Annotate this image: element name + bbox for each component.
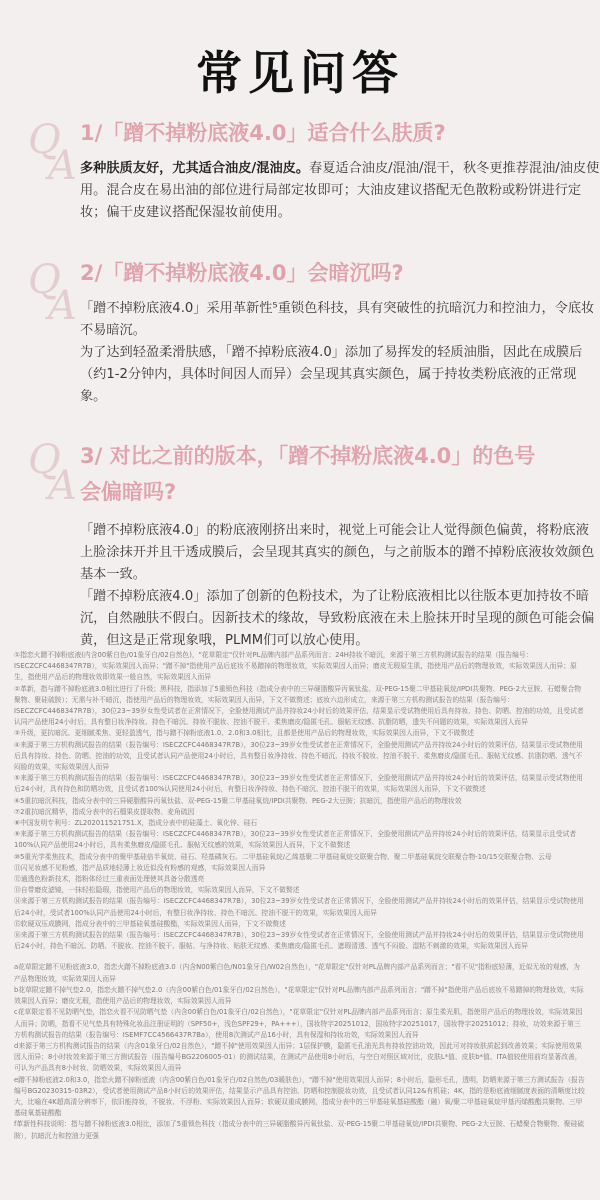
footnotes-group-2 — [14, 962, 586, 1141]
page-title: 常见问答 — [196, 45, 404, 100]
qa-deco-icon — [28, 117, 88, 190]
footnotes-gap — [14, 952, 586, 962]
footnotes — [14, 650, 586, 1142]
footnote-item: d来源于第三方机构测试报告的结果（内含01象牙白/02自然色），"蹭不掉"使用效果因人而异；1层保护膜，隐匿毛孔油光具有持妆控油功效，因此可对持妆肤质起到改善效果；实际使用效果因人而异；8小时妆效来源于第三方测试报告（报告编号BG2206005-01）的测试结果，在测试产品使用8小时后，与空白对照区域对比，皮肤L*值、皮肤b*值、ITA值较使用前均显著改善，可认为产品具有8小时妆、防晒效果，实际效果因人而异 — [14, 1041, 583, 1073]
question-3: 3/ 对比之前的版本，「蹭不掉粉底液4.0」的色号会偏暗吗? — [80, 444, 536, 504]
qa-section-1 — [28, 117, 600, 224]
footnote-item: ②革新，指与蹭不掉粉底液3.0相比进行了升级；黑科技，指添加了5重锁色科技（指成分表中的三异硬脂酸异丙氧钛盐、双-PEG-15聚二甲基硅氧烷/IPDI共聚物、PEG-2大豆胺、石蜡聚合物聚物、聚硅硫胺）；无需与补不暗沉，指使用产品后的物理妆效，实际效果因人而异，下文不做赘述；底妆六边形成立，来源于第三方机构测试报告的结果（报告编号：ISECZCFC4468347R7B），30位23~39岁女性受试者在正常情况下，全脸使用测试产品并持妆24小时后的效果评估，结果显示受试物使用后具有持妆、持色、防晒、控油的功效，且受试者认同产品使用24小时后，具有整日妆净持妆、持色不暗沉、持妆不脱妆、控油不脱干、柔焦磨皮/隐匿毛孔、服帖无纹感、抗脂防晒，遗失不问题的效果，实际效果因人而异 — [14, 684, 584, 727]
deco-q: Q — [28, 117, 61, 163]
footnote-item: a花草限定蹭不见粉底液3.0，指恋火蹭不掉粉底液3.0（内含N00紫白色/N01象牙白/W02自然色），"花草限定"仅针对PL品牌内部产品系列而言；"看不见"指粉底轻薄，近似无妆的观感，为产品物理妆效，实际效果因人而异 — [14, 963, 580, 983]
answer-3-line-2: 「蹭不掉粉底液4.0」添加了创新的色粉技术，为了让粉底液相比以往版本更加持妆不暗沉，自然融肤不假白。因新技术的缘故，导致粉底液在未上脸抹开时呈现的颜色可能会偏黄，但这是正常现象哦，PLMM们可以放心使用。 — [80, 589, 595, 648]
footnote-item: c花草限定看不见防晒气垫，指恋火看不见防晒气垫（内含00紫白色/01象牙白/02自然色），"花草限定"仅针对PL品牌内部产品系列而言；原生柔光肌，指使用产品后的物理妆效，实际效果因人而异；防晒，指看不见气垫具有特殊化妆品注册证明的（SPF50+，浅色SPF29+，PA+++），国妆特字20251012，国妆特字20251017，国妆特字20251012；持妆，功效来源于第三方机构测试报告的结果（报告编号：ISEMF7CC4566437R7Ba），使用8次测试产品16小时，具有保湿和持妆功效，实际效果因人而异 — [14, 1008, 583, 1039]
footnote-item: ⑭来源于第三方机构测试报告的结果（报告编号：ISECZCFC4468347R7B），30位23~39岁女性受试者在正常情况下，全脸使用测试产品并持妆24小时后的效果评估，结果显示受试物使用后24小时，受试者100%认同产品使用24小时后，有整日妆净持妆、持色不暗沉、控油不脱干的效果，实际效果因人而异 — [14, 897, 584, 917]
answer-1-text: 春夏适合油皮/混油/混干，秋冬更推荐混油/油皮使用。混合皮在易出油的部位进行局部定妆即可；大油皮建议搭配无色散粉或粉饼进行定妆；偏干皮建议搭配保湿妆前使用。 — [80, 161, 600, 220]
deco-a: A — [48, 143, 77, 189]
answer-2-line-1: 「蹭不掉粉底液4.0」采用革新性⁵重锁色科技，具有突破性的抗暗沉力和控油力，令底妆不易暗沉。 — [80, 301, 595, 338]
question-1: 1/「蹭不掉粉底液4.0」适合什么肤质? — [80, 121, 446, 145]
qa-deco-icon — [28, 257, 88, 330]
deco-q: Q — [28, 257, 61, 303]
footnotes-group-1 — [14, 650, 586, 952]
answer-2-line-2: 为了达到轻盈柔滑肤感，「蹭不掉粉底液4.0」添加了易挥发的轻质油脂，因此在成膜后（约1-2分钟内，具体时间因人而异）会呈现其真实颜色，属于持妆类粉底液的正常现象。 — [80, 345, 583, 404]
footnote-item: ⑦2重抗暗沉精华，指成分表中的石榴果皮提取物、麦角硫因 — [14, 807, 195, 816]
footnote-item: ③升级，更抗暗沉、更细腻柔焦、更轻盈透气，指与蹭不掉粉底液1.0、2.0和3.0相比，且都是使用产品后的物理妆效，实际效果因人而异，下文不做赘述 — [14, 729, 474, 738]
footnote-item: ⑩5重光学柔焦技术，指成分表中的聚甲基硅倍半氧烷、硅石、羟基磷灰石、二甲基硅氧烷/乙烯基聚二甲基硅氧烷交联聚合物、聚二甲基硅氧烷交联聚合物-10/15交联聚合物、云母 — [14, 852, 552, 861]
footnote-item: ⑮软硬双压成膜网，指成分表中的三甲基硅氧基硅酸酯，实际效果因人而异，下文不做赘述 — [14, 919, 286, 928]
answer-1 — [80, 158, 600, 224]
deco-a: A — [48, 283, 77, 329]
answer-1-bold: 多种肤质友好，尤其适合油皮/混油皮。 — [80, 161, 310, 176]
answer-2 — [80, 298, 600, 408]
footnote-item: ⑧中国发明专利号：ZL202011521751.X，指成分表中的硅藻土、氧化锌、硅石 — [14, 819, 258, 828]
qa-section-3 — [28, 437, 600, 652]
footnote-item: ⑫通透色粉新技术，指粉体经过三重表面处理使其具备分散透亮 — [14, 875, 205, 884]
footnote-item: ⑨来源于第三方机构测试报告的结果（报告编号：ISECZCFC4468347R7B），30位23~39岁女性受试者在正常情况下，全脸使用测试产品并持妆24小时后的效果评估，结果显示且受试者100%认同产品使用24小时后，具有柔焦磨皮/隐匿毛孔、服帖无纹感的效果，实际效果因人而异，下文不做赘述 — [14, 830, 577, 850]
footnote-item: ⑬自带磨皮滤镜，一抹轻松隐瑕，指使用产品后的物理妆效，实际效果因人而异，下文不做赘述 — [14, 886, 300, 895]
footnote-item: ⑪闪见妆感不见粉感，指产品质地轻薄上妆近似没有粉感的观感，实际效果因人而异 — [14, 863, 266, 872]
footnote-item: b花草限定蹭不掉气垫2.0，指恋火蹭不掉气垫2.0（内含00紫白色/01象牙白/02自然色），"花草限定"仅针对PL品牌内部产品系列而言；"蹭不掉"指使用产品后底妆不易蹭掉的物理妆效，实际效果因人而异；磨皮无瑕，指使用产品后的物理妆效，实际效果因人而异 — [14, 985, 584, 1006]
deco-a: A — [48, 463, 77, 509]
answer-3-line-1: 「蹭不掉粉底液4.0」的粉底液刚挤出来时，视觉上可能会让人觉得颜色偏黄，将粉底液上脸涂抹开并且干透成膜后，会呈现其真实的颜色，与之前版本的蹭不掉粉底液妆效颜色基本一致。 — [80, 523, 595, 582]
footnote-item: ⑥5重抗暗沉科技，指成分表中的三异硬脂酸异丙氧钛盐、双-PEG-15聚二甲基硅氧烷/IPDI共聚物、PEG-2大豆胺；抗暗沉，指使用产品后的物理妆效 — [14, 796, 462, 805]
footnote-item: e蹭不掉粉底液2.0和3.0，指恋火蹭不掉粉底液（内含00紫白色/01象牙白/02自然色/03暖肤色），"蹭不掉"使用效果因人而异；8小时后，隐形毛孔，透明，防晒来源于第三方测试报告（报告编号BG20230315-03R2），受试者使用测试产品8小时后的效果评估，结果显示产品具有控油、防晒和控制脱妆功效，且受试者认同12&有机硅；4K，指的是粉底液细腻度表面的清晰度比较大，比喻在4K超高清分辨率下，依旧能持妆，不脱妆、不浮粉、实际效果因人而异；软硬双重成膜网，指成分表中的三甲基硅氧基硅酸酯（融）氧/聚二甲基硅氧烷甲基丙烯酸酯共聚物、三甲基硅氧基硅酸酯 — [14, 1075, 585, 1118]
footnote-item: ⑯来源于第三方机构测试报告的结果（报告编号：ISECZCFC4468347R7B），30位23~39岁女性受试者在正常情况下，全脸使用测试产品并持妆24小时后的效果评估，结果显示受试物使用后24小时，持色不暗沉、防晒、不脱妆、控油不脱干、服帖、与净持妆、贴肤无纹感、柔焦磨皮/隐匿毛孔、遮瑕清透、透气不闷脸、湿粘不刺激的效果，实际效果因人而异 — [14, 931, 584, 951]
question-2: 2/「蹭不掉粉底液4.0」会暗沉吗? — [80, 261, 404, 285]
footnote-item: f革新性科技说明：指与蹭不掉粉底液3.0相比，添加了5重锁色科技（指成分表中的三异硬脂酸异丙氧钛盐、双-PEG-15聚二甲基硅氧烷/IPDI共聚物、PEG-2大豆胺、石蜡聚合物聚物、聚硅硫胺），抗暗沉力和控油力更强 — [14, 1120, 585, 1140]
qa-section-2 — [28, 257, 600, 408]
qa-deco-icon — [28, 437, 88, 510]
deco-q: Q — [28, 437, 61, 483]
footnote-item: ⑤来源于第三方机构测试报告的结果（报告编号：ISECZCFC4468347R7B），30位23~39岁女性受试者在正常情况下，全脸使用测试产品并持妆24小时后的效果评估，结果显示受试物使用后24小时，具有持色和防晒功效，且受试者100%认同使用24小时后，有整日妆净持妆、持色不暗沉、控油不脱干的效果，实际效果因人而异，下文不做赘述 — [14, 774, 583, 794]
footnote-item: ④来源于第三方机构测试报告的结果（报告编号：ISECZCFC4468347R7B），30位23~39岁女性受试者在正常情况下，全脸使用测试产品并持妆24小时后的效果评估，结果显示受试物使用后具有持妆、持色、防晒、控油的功效，且受试者认同产品使用24小时后，具有整日妆净持妆、持色不暗沉、持妆不脱妆、控油不脱干、柔焦磨皮/隐匿毛孔、服帖无纹感、抗脂防晒、透气不闷脸的效果，实际效果因人而异 — [14, 740, 583, 772]
answer-3 — [80, 520, 600, 652]
footnote-item: ①指恋火蹭不掉粉底液(内含00紫白色/01象牙白/02自然色)，"花草限定"仅针对PL品牌内部产品系列而言；24H持妆不暗沉，来源于第三方机构测试报告的结果（报告编号：ISECZCFC4468347R7B），实际效果因人而异；"蹭不掉"指使用产品后底妆不易蹭掉的物理妆效，实际效果因人而异；磨皮无瑕原生肌，指使用产品后的物理妆效，实际效果因人而异；原生，指使用产品后的物理妆效即效果一般自然，实际效果因人而异 — [14, 651, 577, 682]
